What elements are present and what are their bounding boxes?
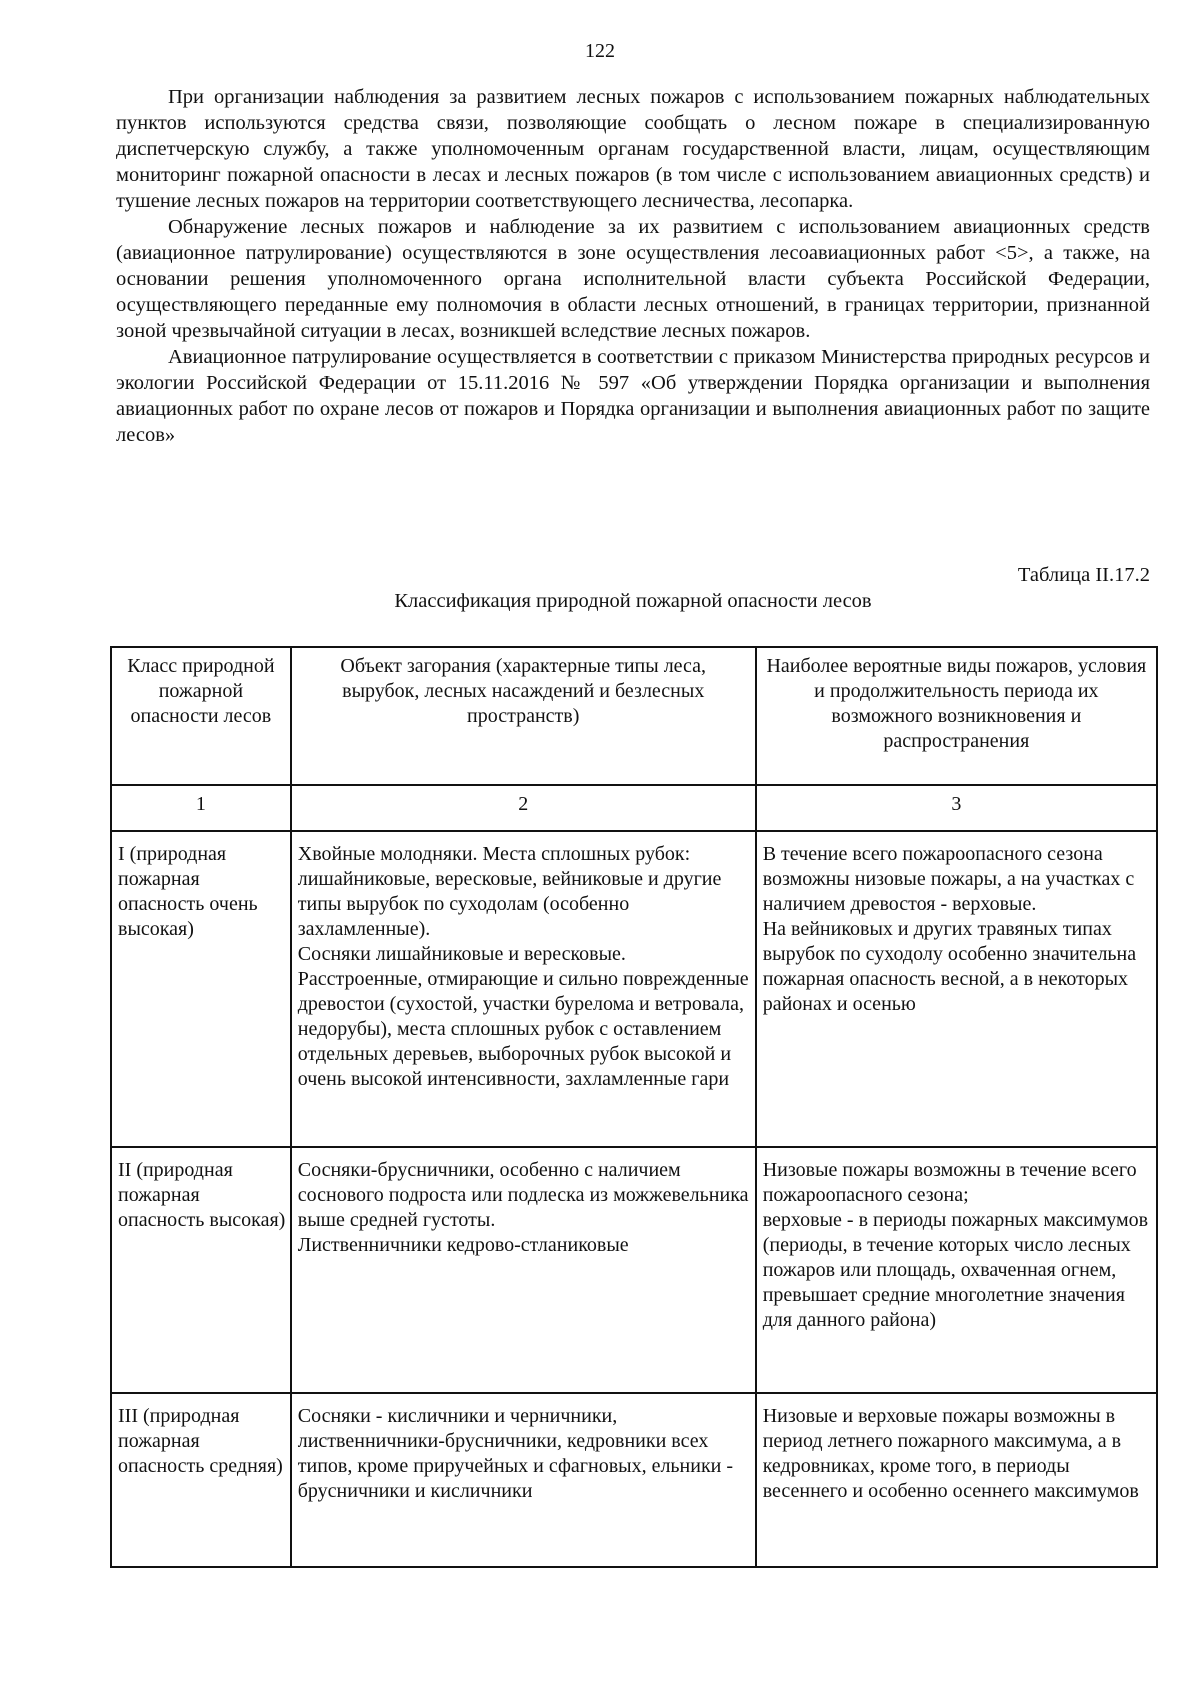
fire-types-cell: Низовые пожары возможны в течение всего пожароопасного сезона; верховые - в периоды пожарных максимумов (периоды, в течение которых число лесных пожаров или площадь, охваченная огнем, превышает средние многолетние значения для данного района)	[756, 1147, 1157, 1393]
table-row	[111, 1393, 1157, 1567]
danger-class-cell: II (природная пожарная опасность высокая)	[111, 1147, 291, 1393]
table-row	[111, 831, 1157, 1147]
header-danger-class: Класс природной пожарной опасности лесов	[111, 647, 291, 785]
column-number-row	[111, 785, 1157, 831]
fire-danger-table	[110, 646, 1158, 1568]
danger-class-cell: III (природная пожарная опасность средняя)	[111, 1393, 291, 1567]
table-caption	[116, 562, 1150, 614]
column-number: 3	[756, 785, 1157, 831]
table-row	[111, 1147, 1157, 1393]
fire-types-cell: Низовые и верховые пожары возможны в период летнего пожарного максимума, а в кедровниках, кроме того, в периоды весеннего и особенно осеннего максимумов	[756, 1393, 1157, 1567]
body-text	[116, 84, 1150, 448]
page-number: 122	[585, 40, 615, 62]
ignition-object-cell: Хвойные молодняки. Места сплошных рубок: лишайниковые, вересковые, вейниковые и другие типы вырубок по суходолам (особенно захламленные). Сосняки лишайниковые и вересковые. Расстроенные, отмирающие и сильно поврежденные древостои (сухостой, участки бурелома и ветровала, недорубы), места сплошных рубок с оставлением отдельных деревьев, выборочных рубок высокой и очень высокой интенсивности, захламленные гари	[291, 831, 756, 1147]
fire-types-cell: В течение всего пожароопасного сезона возможны низовые пожары, а на участках с наличием древостоя - верховые. На вейниковых и других травяных типах вырубок по суходолу особенно значительна пожарная опасность весной, а в некоторых районах и осенью	[756, 831, 1157, 1147]
header-ignition-object: Объект загорания (характерные типы леса, вырубок, лесных насаждений и безлесных пространств)	[291, 647, 756, 785]
table-number: Таблица II.17.2	[1017, 564, 1150, 586]
paragraph-observation-points: При организации наблюдения за развитием лесных пожаров с использованием пожарных наблюдательных пунктов используются средства связи, позволяющие сообщать о лесном пожаре в специализированную диспетчерскую службу, а также уполномоченным органам государственной власти, лицам, осуществляющим мониторинг пожарной опасности в лесах и лесных пожаров (в том числе с использованием авиационных средств) и тушение лесных пожаров на территории соответствующего лесничества, лесопарка.	[116, 86, 1150, 212]
column-number: 2	[291, 785, 756, 831]
danger-class-cell: I (природная пожарная опасность очень высокая)	[111, 831, 291, 1147]
paragraph-aerial-patrol-order: Авиационное патрулирование осуществляется в соответствии с приказом Министерства природных ресурсов и экологии Российской Федерации от 15.11.2016 № 597 «Об утверждении Порядка организации и выполнения авиационных работ по охране лесов от пожаров и Порядка организации и выполнения авиационных работ по защите лесов»	[116, 346, 1150, 446]
paragraph-aerial-detection: Обнаружение лесных пожаров и наблюдение за их развитием с использованием авиационных средств (авиационное патрулирование) осуществляются в зоне осуществления лесоавиационных работ <5>, а также, на основании решения уполномоченного органа исполнительной власти субъекта Российской Федерации, осуществляющего переданные ему полномочия в области лесных отношений, в границах территории, признанной зоной чрезвычайной ситуации в лесах, возникшей вследствие лесных пожаров.	[116, 216, 1150, 342]
table-header-row	[111, 647, 1157, 785]
column-number: 1	[111, 785, 291, 831]
header-fire-types: Наиболее вероятные виды пожаров, условия и продолжительность периода их возможного возникновения и распространения	[756, 647, 1157, 785]
ignition-object-cell: Сосняки - кисличники и черничники, лиственничники-брусничники, кедровники всех типов, кроме приручейных и сфагновых, ельники - брусничники и кисличники	[291, 1393, 756, 1567]
table-title: Классификация природной пожарной опасности лесов	[394, 590, 872, 612]
ignition-object-cell: Сосняки-брусничники, особенно с наличием соснового подроста или подлеска из можжевельника выше средней густоты. Лиственничники кедрово-стланиковые	[291, 1147, 756, 1393]
